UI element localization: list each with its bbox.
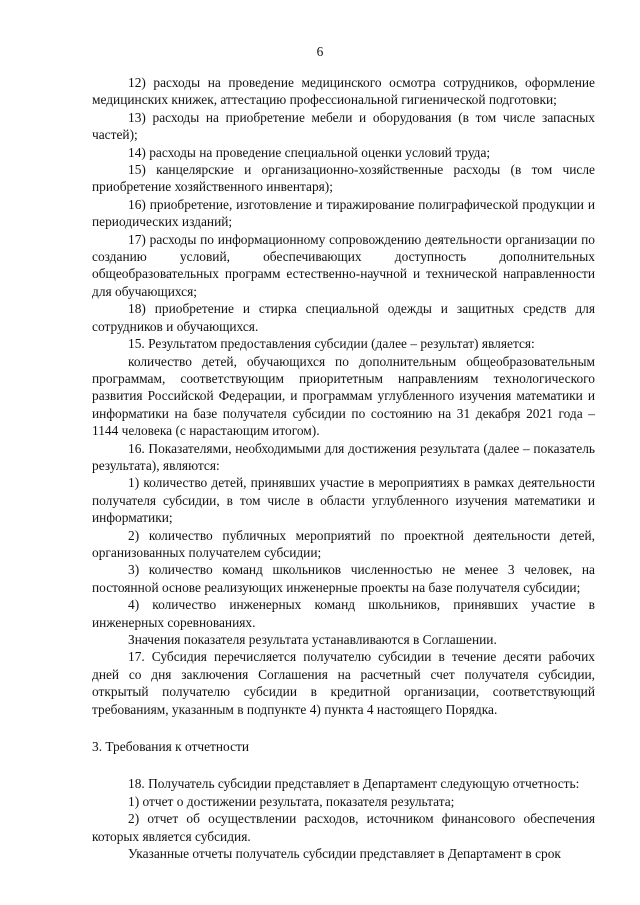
- paragraph: 13) расходы на приобретение мебели и оборудования (в том числе запасных частей);: [92, 109, 595, 143]
- section-heading: 3. Требования к отчетности: [92, 739, 250, 755]
- paragraph: 12) расходы на проведение медицинского осмотра сотрудников, оформление медицинских книжек, аттестацию профессиональной гигиенической подготовки;: [92, 75, 595, 108]
- document-body: [92, 74, 595, 862]
- paragraph: 4) количество инженерных команд школьников, принявших участие в инженерных соревнованиях.: [92, 597, 595, 630]
- paragraph: 15) канцелярские и организационно-хозяйственные расходы (в том числе приобретение хозяйственного инвентаря);: [92, 162, 595, 195]
- paragraph: Указанные отчеты получатель субсидии представляет в Департамент в срок: [128, 846, 561, 862]
- paragraph: 16) приобретение, изготовление и тиражирование полиграфической продукции и периодических изданий;: [92, 196, 595, 230]
- paragraph: 18. Получатель субсидии представляет в Департамент следующую отчетность:: [128, 776, 580, 792]
- paragraph: Значения показателя результата устанавливаются в Соглашении.: [128, 632, 497, 647]
- page-number: 6: [316, 44, 324, 59]
- paragraph: количество детей, обучающихся по дополнительным общеобразовательным программам, соответствующим приоритетным направлениям технологического развития Российской Федерации, и программам углубленного изучения математики и информатики на базе получателя субсидии по состоянию на 31 декабря 2021 года – 1144 человека (с нарастающим итогом).: [92, 353, 595, 439]
- paragraph: 2) количество публичных мероприятий по проектной деятельности детей, организованных получателем субсидии;: [92, 527, 595, 560]
- paragraph: 1) отчет о достижении результата, показателя результата;: [128, 793, 455, 809]
- paragraph: 1) количество детей, принявших участие в мероприятиях в рамках деятельности получателя субсидии, в том числе в области углубленного изучения математики и информатики;: [92, 475, 595, 526]
- paragraph: 18) приобретение и стирка специальной одежды и защитных средств для сотрудников и обучающихся.: [92, 301, 595, 334]
- paragraph: 17) расходы по информационному сопровождению деятельности организации по созданию условий, обеспечивающих доступность дополнительных общеобразовательных программ естественно-научной и технической направленности для обучающихся;: [92, 231, 595, 299]
- paragraph: 16. Показателями, необходимыми для достижения результата (далее – показатель результата), являются:: [92, 440, 595, 473]
- paragraph: 17. Субсидия перечисляется получателю субсидии в течение десяти рабочих дней со дня заключения Соглашения на расчетный счет получателя субсидии, открытый получателю субсидии в кредитной организации, соответствующий требованиям, указанным в подпункте 4) пункта 4 настоящего Порядка.: [92, 649, 595, 717]
- paragraph: 3) количество команд школьников численностью не менее 3 человек, на постоянной основе реализующих инженерные проекты на базе получателя субсидии;: [92, 562, 595, 595]
- paragraph: 2) отчет об осуществлении расходов, источником финансового обеспечения которых является субсидия.: [92, 811, 595, 844]
- paragraph: 15. Результатом предоставления субсидии (далее – результат) является:: [128, 336, 535, 352]
- paragraph: 14) расходы на проведение специальной оценки условий труда;: [128, 144, 491, 160]
